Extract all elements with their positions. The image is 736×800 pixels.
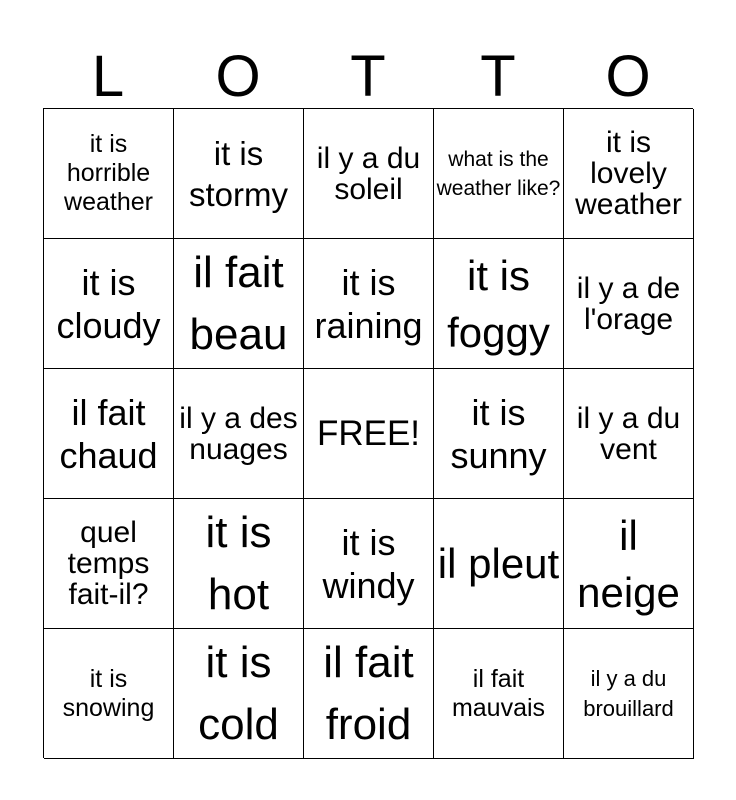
board-cell[interactable] [434,239,564,369]
cell-text: what is the weather like? [436,147,561,200]
board-cell[interactable] [44,239,174,369]
board-cell[interactable] [174,109,304,239]
cell-text: il y a du soleil [316,141,421,206]
cell-text: it is sunny [450,391,547,476]
free-cell[interactable] [304,369,434,499]
board-cell[interactable] [174,499,304,629]
cell-text: it is cold [198,637,279,749]
board-cell[interactable] [44,109,174,239]
cell-text: it is cloudy [56,261,161,346]
title-letter-l: L [91,44,125,109]
cell-text: il pleut [437,540,560,587]
cell-text: it is lovely weather [575,126,682,221]
board-cell[interactable] [44,499,174,629]
board-cell[interactable] [564,109,694,239]
board-cell[interactable] [564,239,694,369]
board-cell[interactable] [44,369,174,499]
free-label: FREE! [316,413,421,453]
lotto-title [43,40,693,108]
board-cell[interactable] [434,499,564,629]
cell-text: it is stormy [189,134,288,213]
cell-text: il fait chaud [59,391,158,476]
title-letter-o: O [215,44,261,109]
title-letter-t-2: T [480,44,516,109]
board-cell[interactable] [564,629,694,759]
cell-text: it is windy [322,521,415,606]
board-cell[interactable] [434,369,564,499]
cell-text: it is raining [314,261,423,346]
board-cell[interactable] [174,369,304,499]
cell-text: quel temps fait-il? [67,516,150,611]
board-cell[interactable] [304,629,434,759]
board-cell[interactable] [564,499,694,629]
cell-text: it is horrible weather [64,130,153,216]
board-cell[interactable] [174,239,304,369]
lotto-board [43,108,693,758]
cell-text: il y a des nuages [179,401,298,466]
board-cell[interactable] [304,499,434,629]
cell-text: il y a du brouillard [583,665,674,721]
title-letter-t: T [350,44,386,109]
board-cell[interactable] [174,629,304,759]
cell-text: il y a de l'orage [576,271,681,336]
board-cell[interactable] [304,109,434,239]
cell-text: it is foggy [447,251,550,356]
board-cell[interactable] [434,109,564,239]
cell-text: il fait beau [189,247,288,359]
board-cell[interactable] [564,369,694,499]
board-cell[interactable] [44,629,174,759]
board-cell[interactable] [434,629,564,759]
cell-text: il y a du vent [576,401,681,466]
cell-text: il neige [577,511,680,616]
cell-text: it is hot [205,507,272,619]
cell-text: it is snowing [62,664,155,722]
cell-text: il fait mauvais [451,664,546,722]
board-cell[interactable] [304,239,434,369]
title-letter-o-2: O [605,44,651,109]
cell-text: il fait froid [323,637,414,749]
